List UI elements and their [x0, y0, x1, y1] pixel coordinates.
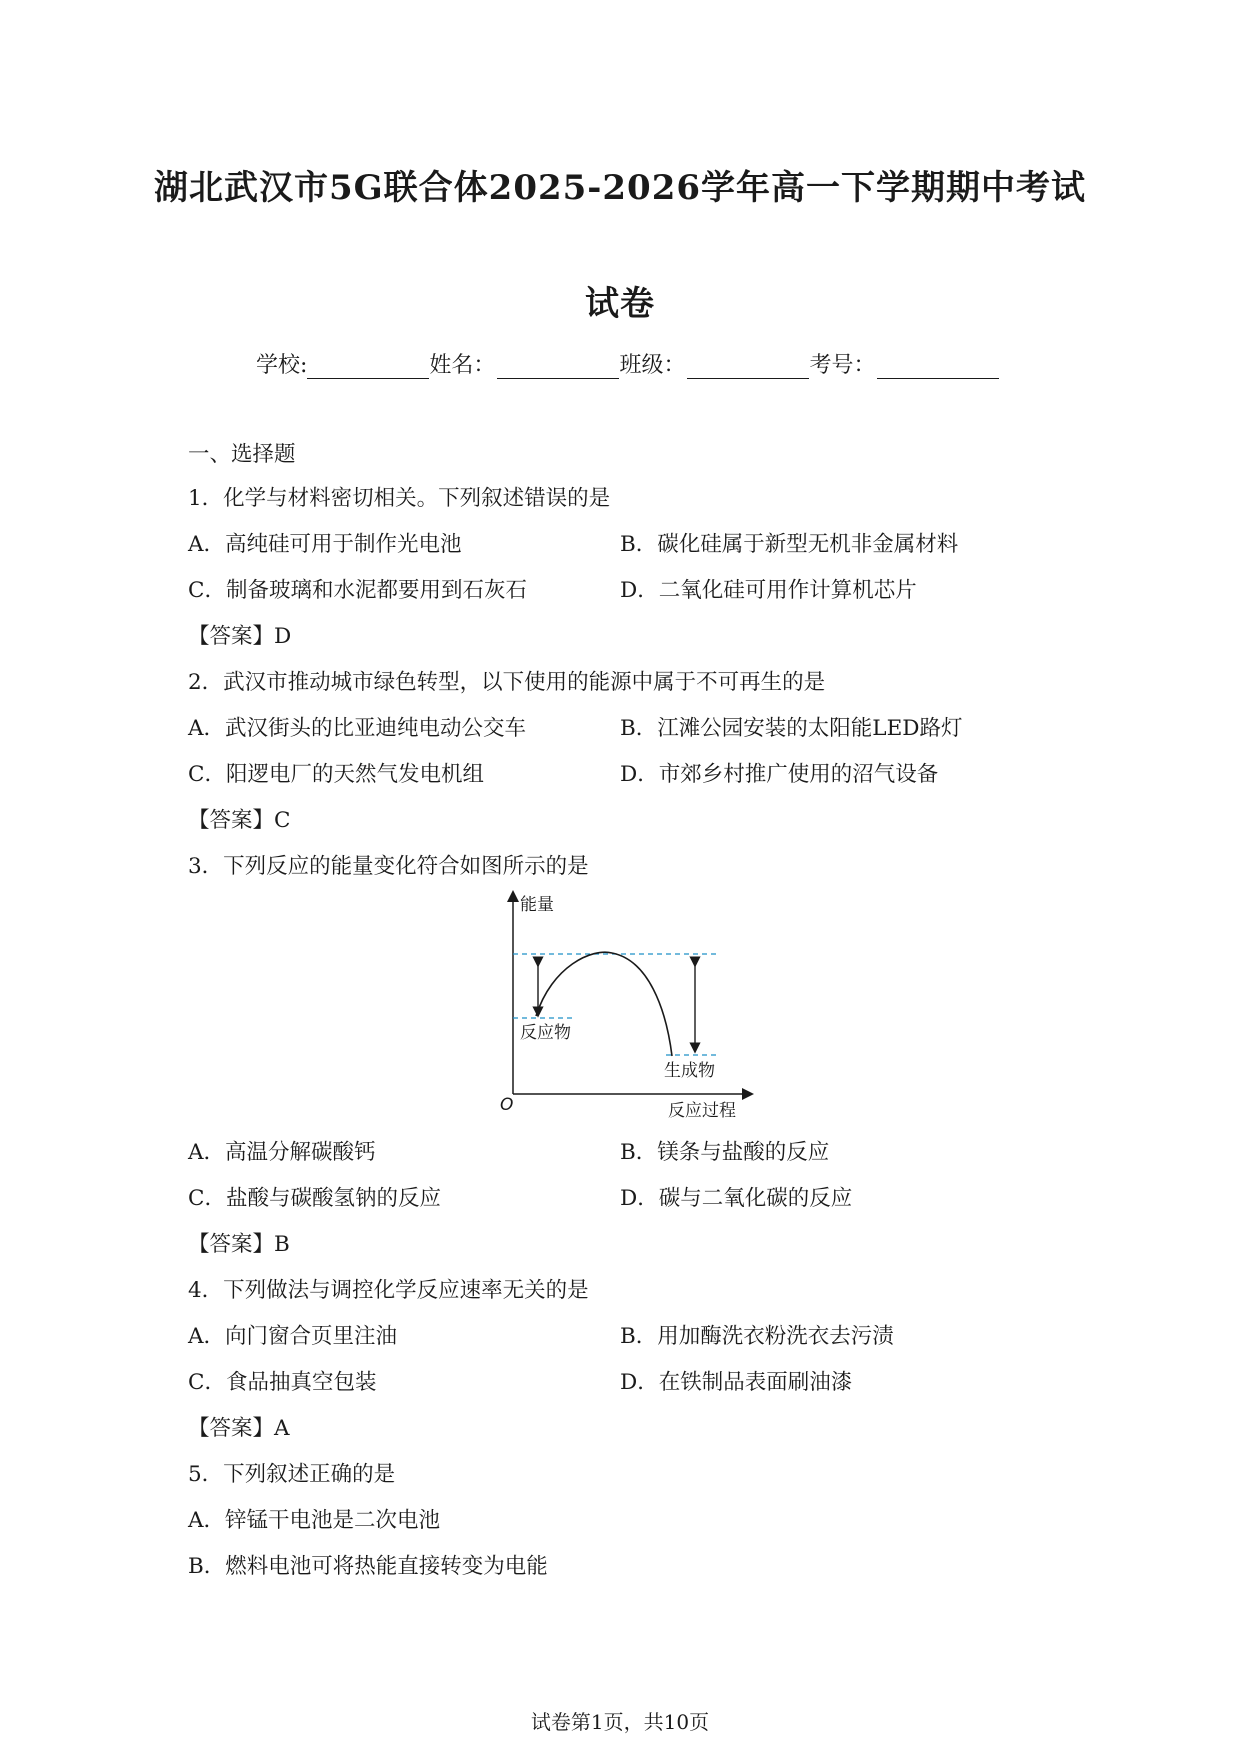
class-blank[interactable] [687, 356, 809, 379]
answer-1: 【答案】D [188, 624, 292, 649]
page-title: 湖北武汉市5G联合体2025-2026学年高一下学期期中考试 [153, 168, 1087, 208]
answer-3: 【答案】B [188, 1232, 290, 1257]
option-4c: C．食品抽真空包装 [188, 1370, 377, 1395]
option-1a: A．高纯硅可用于制作光电池 [188, 532, 462, 557]
y-axis-label: 能量 [520, 895, 554, 915]
question-stem-4: 4．下列做法与调控化学反应速率无关的是 [188, 1278, 589, 1303]
name-label: 姓名： [429, 353, 496, 378]
question-stem-5: 5．下列叙述正确的是 [188, 1462, 396, 1487]
option-2a: A．武汉街头的比亚迪纯电动公交车 [188, 716, 527, 741]
number-blank[interactable] [877, 356, 999, 379]
option-3b: B．镁条与盐酸的反应 [620, 1140, 830, 1165]
page-footer: 试卷第1页，共10页 [530, 1710, 710, 1734]
name-blank[interactable] [497, 356, 619, 379]
option-1d: D．二氧化硅可用作计算机芯片 [620, 578, 917, 603]
option-2b: B．江滩公园安装的太阳能LED路灯 [620, 716, 963, 741]
school-blank[interactable] [307, 356, 429, 379]
option-3a: A．高温分解碳酸钙 [188, 1140, 376, 1165]
option-4b: B．用加酶洗衣粉洗衣去污渍 [620, 1324, 894, 1349]
question-stem-2: 2．武汉市推动城市绿色转型，以下使用的能源中属于不可再生的是 [188, 670, 826, 695]
student-info-row [256, 348, 999, 379]
answer-2: 【答案】C [188, 808, 291, 833]
reactant-label: 反应物 [520, 1023, 571, 1043]
option-1b: B．碳化硅属于新型无机非金属材料 [620, 532, 959, 557]
answer-4: 【答案】A [188, 1416, 290, 1441]
option-2c: C．阳逻电厂的天然气发电机组 [188, 762, 484, 787]
question-stem-3: 3．下列反应的能量变化符合如图所示的是 [188, 854, 589, 879]
option-4a: A．向门窗合页里注油 [188, 1324, 398, 1349]
option-1c: C．制备玻璃和水泥都要用到石灰石 [188, 578, 527, 603]
x-axis-label: 反应过程 [668, 1101, 736, 1121]
option-3c: C．盐酸与碳酸氢钠的反应 [188, 1186, 441, 1211]
origin-label: O [500, 1095, 514, 1115]
section-heading: 一、选择题 [188, 442, 296, 467]
class-label: 班级： [619, 353, 686, 378]
number-label: 考号： [809, 353, 876, 378]
option-2d: D．市郊乡村推广使用的沼气设备 [620, 762, 939, 787]
option-5a: A．锌锰干电池是二次电池 [188, 1508, 441, 1533]
option-5b: B．燃料电池可将热能直接转变为电能 [188, 1554, 548, 1579]
option-4d: D．在铁制品表面刷油漆 [620, 1370, 853, 1395]
question-stem-1: 1．化学与材料密切相关。下列叙述错误的是 [188, 486, 611, 511]
school-label: 学校: [256, 353, 308, 378]
page-title-line2: 试卷 [585, 284, 655, 324]
option-3d: D．碳与二氧化碳的反应 [620, 1186, 853, 1211]
energy-diagram [480, 888, 760, 1128]
product-label: 生成物 [664, 1061, 715, 1081]
